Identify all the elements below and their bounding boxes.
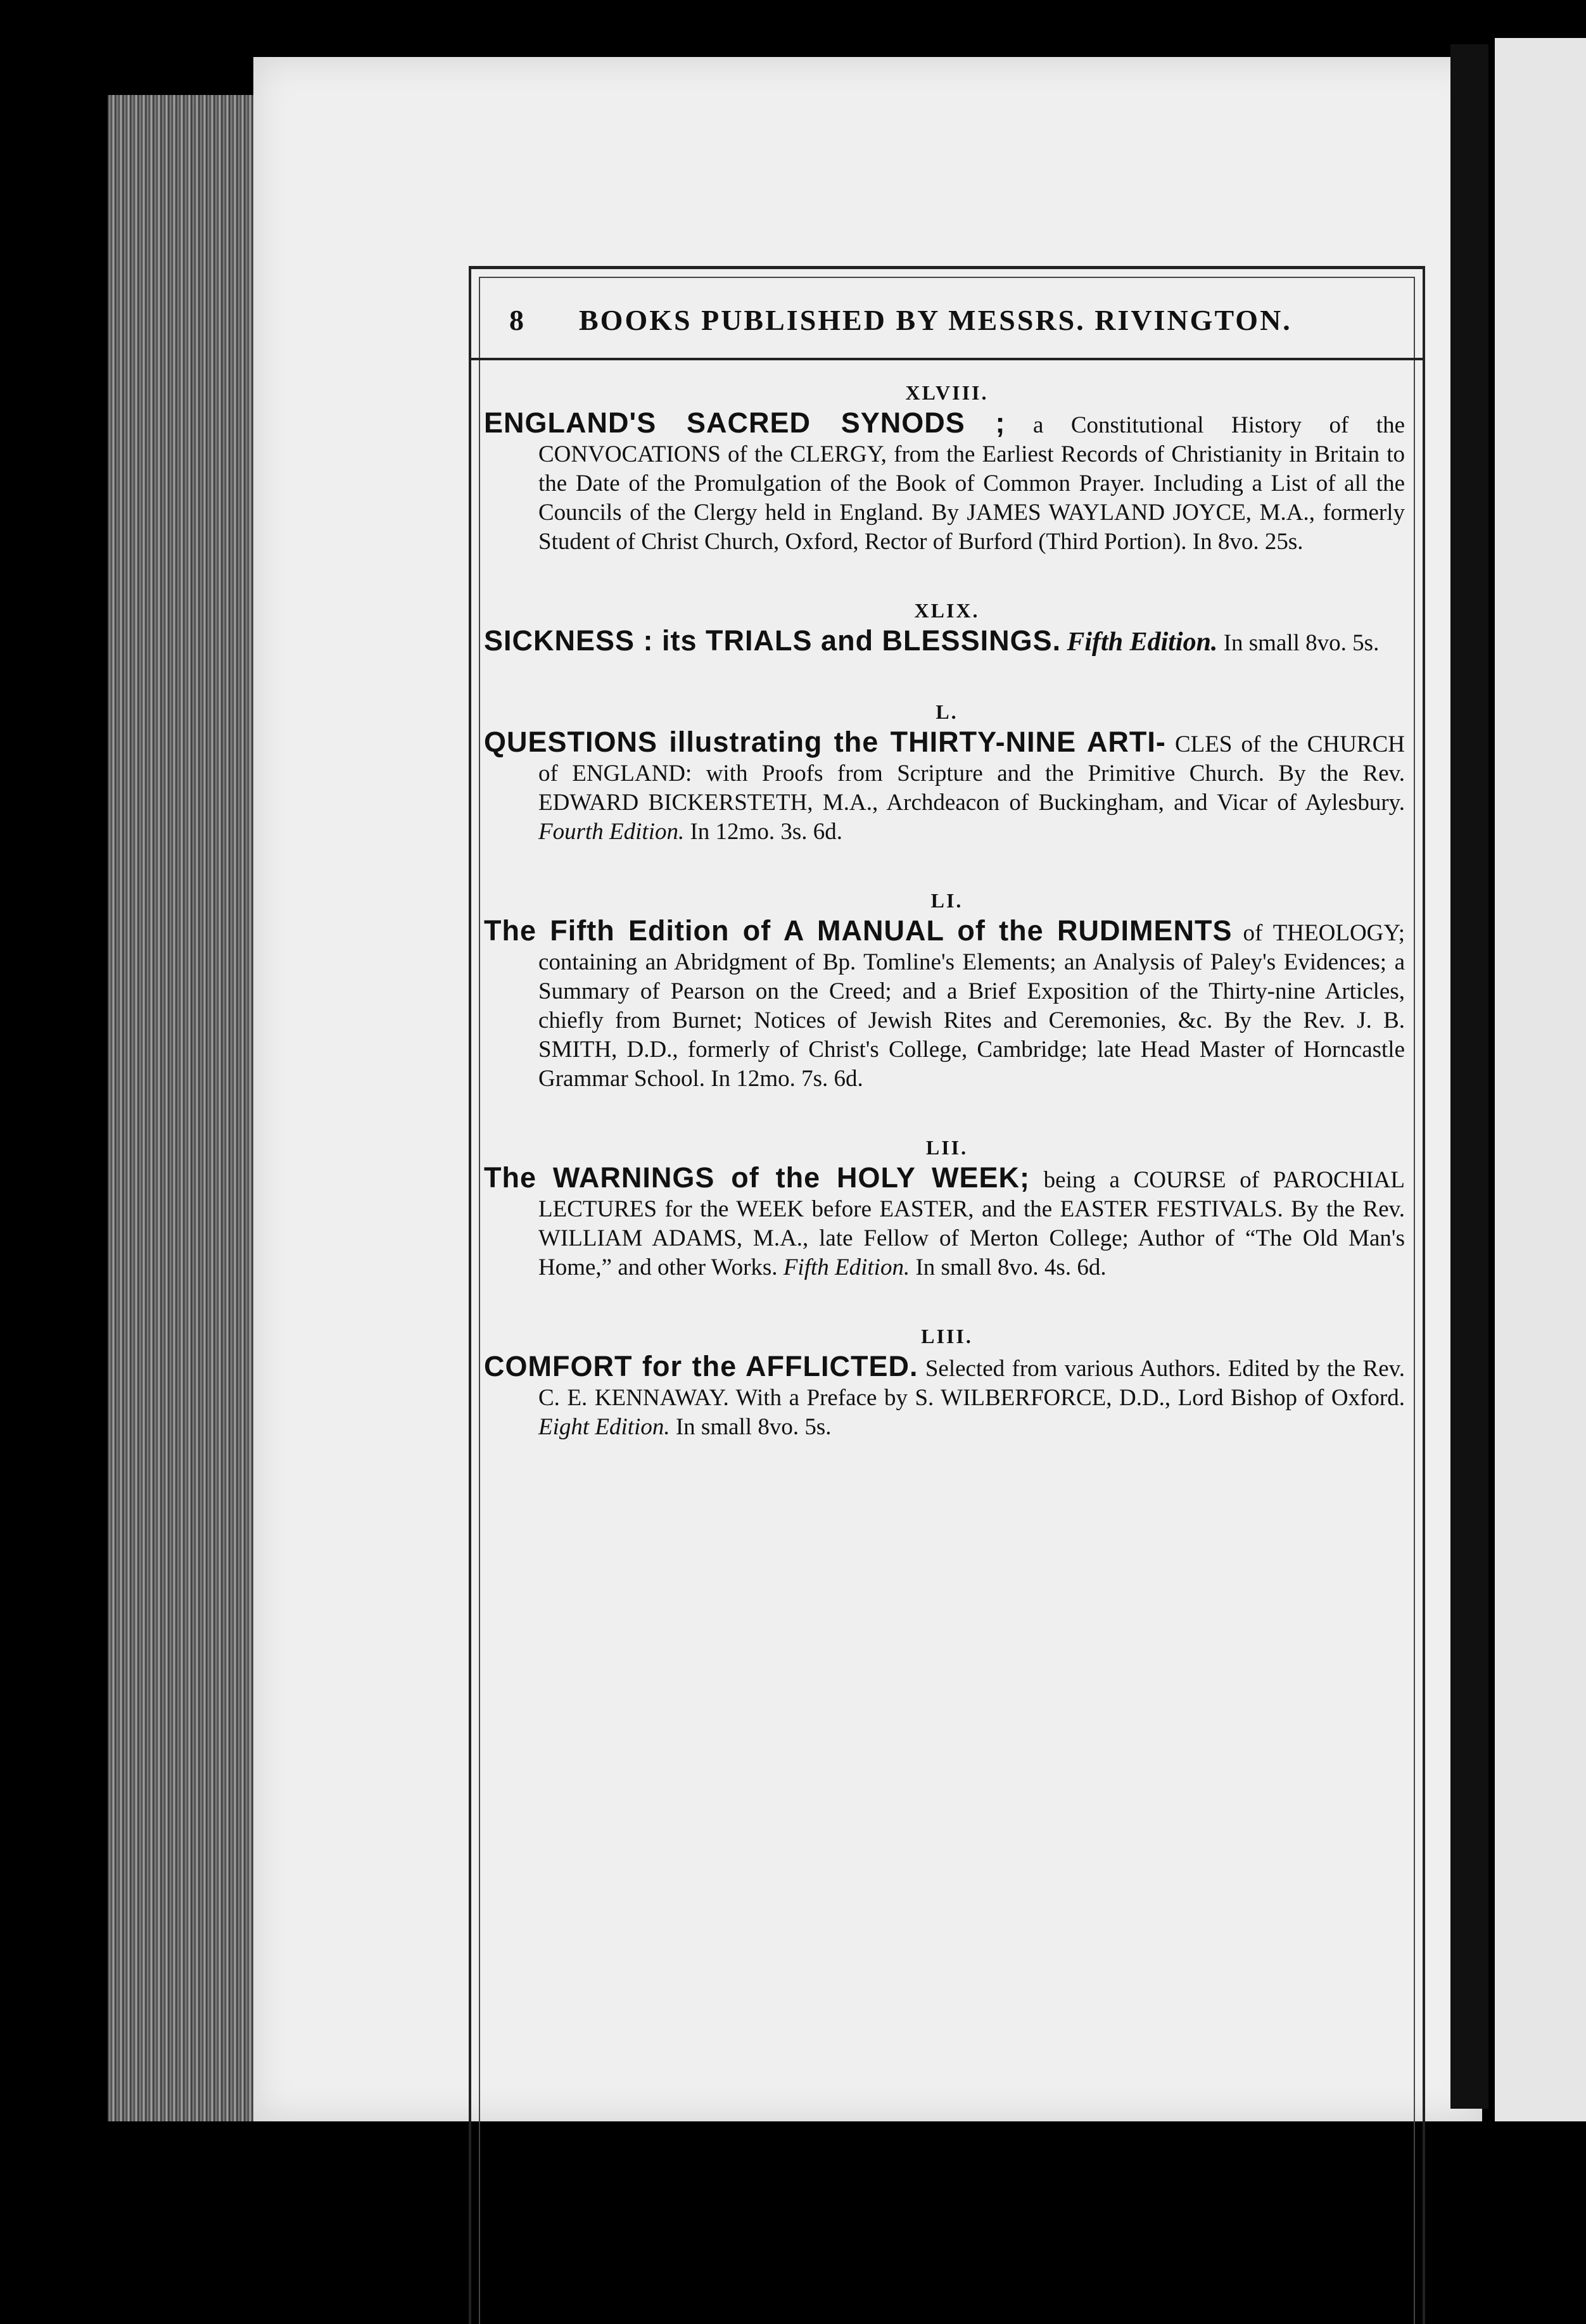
entry-body xyxy=(484,408,1410,557)
entry-description: being a COURSE of PAROCHIAL LECTURES for the WEEK before EASTER, and the EASTER FESTIVALS. By the Rev. WILLIAM ADAMS, M.A., late Fellow of Merton College; Author of “The Old Man's Home,” and other Works. xyxy=(538,1167,1405,1280)
entry-body xyxy=(484,916,1410,1094)
entry-51 xyxy=(484,885,1410,1094)
entry-title: COMFORT for the AFFLICTED. xyxy=(484,1350,918,1382)
catalogue-content xyxy=(484,364,1410,1442)
entry-number: LII. xyxy=(925,1136,968,1159)
entry-number: XLVIII. xyxy=(905,381,989,404)
entry-description: CLES of the CHURCH of ENGLAND: with Proofs from Scripture and the Primitive Church. By the Rev. EDWARD BICKERSTETH, M.A., Archdeacon of Buckingham, and Vicar of Aylesbury. xyxy=(538,731,1405,816)
facing-page xyxy=(1495,38,1586,2121)
entry-number: L. xyxy=(936,700,958,723)
entry-52 xyxy=(484,1132,1410,1282)
entry-49 xyxy=(484,595,1410,658)
gutter-shadow xyxy=(1450,44,1488,2109)
running-header xyxy=(509,294,1385,345)
entry-body xyxy=(484,728,1410,847)
entry-description: Selected from various Authors. Edited by the Rev. C. E. KENNAWAY. With a Preface by S. WILBERFORCE, D.D., Lord Bishop of Oxford. xyxy=(538,1356,1405,1411)
page-number: 8 xyxy=(509,303,526,336)
entry-title: ENGLAND'S SACRED SYNODS ; xyxy=(484,407,1006,439)
entry-body xyxy=(484,1352,1410,1442)
entry-price: In small 8vo. 4s. 6d. xyxy=(915,1254,1107,1280)
entry-price: In small 8vo. 5s. xyxy=(675,1414,832,1440)
header-title: BOOKS PUBLISHED BY MESSRS. RIVINGTON. xyxy=(579,303,1292,336)
entry-body xyxy=(484,626,1410,658)
entry-number: LIII. xyxy=(921,1325,973,1348)
entry-edition: Eight Edition. xyxy=(538,1414,670,1440)
entry-title: The Fifth Edition of A MANUAL of the RUDIMENTS xyxy=(484,914,1233,947)
entry-edition: Fifth Edition. xyxy=(1067,628,1218,657)
entry-title: The WARNINGS of the HOLY WEEK; xyxy=(484,1161,1031,1194)
entry-description: In small 8vo. 5s. xyxy=(1223,630,1380,656)
entry-price: In 12mo. 3s. 6d. xyxy=(690,819,842,845)
entry-title: QUESTIONS illustrating the THIRTY-NINE ARTI- xyxy=(484,726,1166,758)
entry-description: of THEOLOGY; containing an Abridgment of Bp. Tomline's Elements; an Analysis of Paley's Evidences; a Summary of Pearson on the Creed; and a Brief Exposition of the Thirty-nine Articles, chiefly from Burnet; Notices of Jewish Rites and Ceremonies, &c. By the Rev. J. B. SMITH, D.D., formerly of Christ's College, Cambridge; late Head Master of Horncastle Grammar School. In 12mo. 7s. 6d. xyxy=(538,920,1405,1092)
entry-edition: Fifth Edition. xyxy=(783,1254,910,1280)
entry-50 xyxy=(484,696,1410,847)
entry-53 xyxy=(484,1320,1410,1442)
entry-description: a Constitutional History of the CONVOCATIONS of the CLERGY, from the Earliest Records of Christianity in Britain to the Date of the Promulgation of the Book of Common Prayer. Including a List of all the Councils of the Clergy held in England. By JAMES WAYLAND JOYCE, M.A., formerly Student of Christ Church, Oxford, Rector of Burford (Third Portion). In 8vo. 25s. xyxy=(538,412,1405,555)
entry-number: XLIX. xyxy=(914,599,980,622)
header-rule xyxy=(471,358,1423,360)
text-frame xyxy=(469,266,1425,2324)
entry-body xyxy=(484,1163,1410,1282)
entry-48 xyxy=(484,377,1410,557)
entry-title: SICKNESS : its TRIALS and BLESSINGS. xyxy=(484,624,1062,657)
entry-number: LI. xyxy=(930,889,963,912)
entry-edition: Fourth Edition. xyxy=(538,819,685,845)
